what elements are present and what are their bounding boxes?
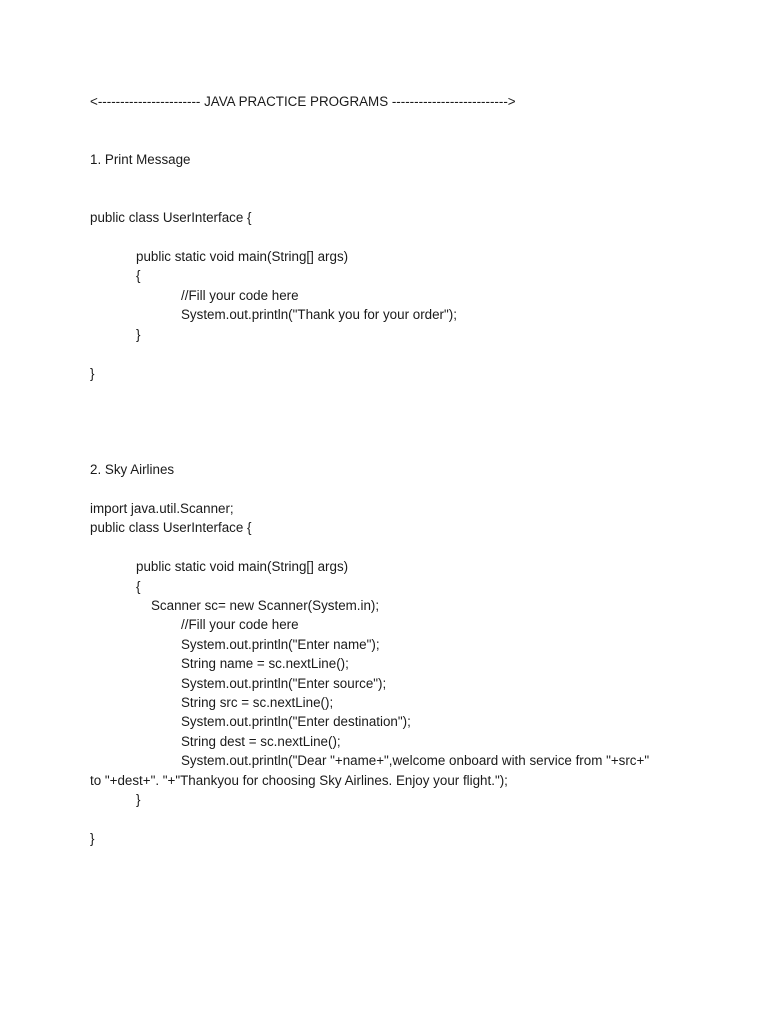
code-line: String name = sc.nextLine(); bbox=[181, 656, 349, 671]
code-line: public class UserInterface { bbox=[90, 520, 252, 535]
code-line: } bbox=[90, 366, 95, 381]
code-line: Scanner sc= new Scanner(System.in); bbox=[151, 598, 380, 613]
code-comment: //Fill your code here bbox=[181, 617, 299, 632]
code-comment: //Fill your code here bbox=[181, 288, 299, 303]
code-line: public static void main(String[] args) bbox=[136, 249, 349, 264]
code-line: { bbox=[136, 268, 141, 283]
program-title: 1. Print Message bbox=[90, 152, 191, 167]
code-line: System.out.println("Thank you for your order"); bbox=[181, 307, 457, 322]
code-line: String src = sc.nextLine(); bbox=[181, 695, 334, 710]
code-line: { bbox=[136, 579, 141, 594]
code-line: System.out.println("Enter source"); bbox=[181, 676, 387, 691]
code-line: to "+dest+". "+"Thankyou for choosing Sky Airlines. Enjoy your flight."); bbox=[90, 773, 508, 788]
code-line: System.out.println("Dear "+name+",welcome onboard with service from "+src+" bbox=[181, 753, 650, 768]
program-title: 2. Sky Airlines bbox=[90, 462, 175, 477]
document-header: <----------------------- JAVA PRACTICE PROGRAMS --------------------------> bbox=[90, 94, 516, 109]
code-line: } bbox=[136, 792, 141, 807]
code-line: } bbox=[136, 327, 141, 342]
code-line: public static void main(String[] args) bbox=[136, 559, 349, 574]
code-line: import java.util.Scanner; bbox=[90, 501, 234, 516]
code-line: public class UserInterface { bbox=[90, 210, 252, 225]
code-line: } bbox=[90, 831, 95, 846]
code-line: String dest = sc.nextLine(); bbox=[181, 734, 341, 749]
code-line: System.out.println("Enter name"); bbox=[181, 637, 380, 652]
code-line: System.out.println("Enter destination"); bbox=[181, 714, 411, 729]
